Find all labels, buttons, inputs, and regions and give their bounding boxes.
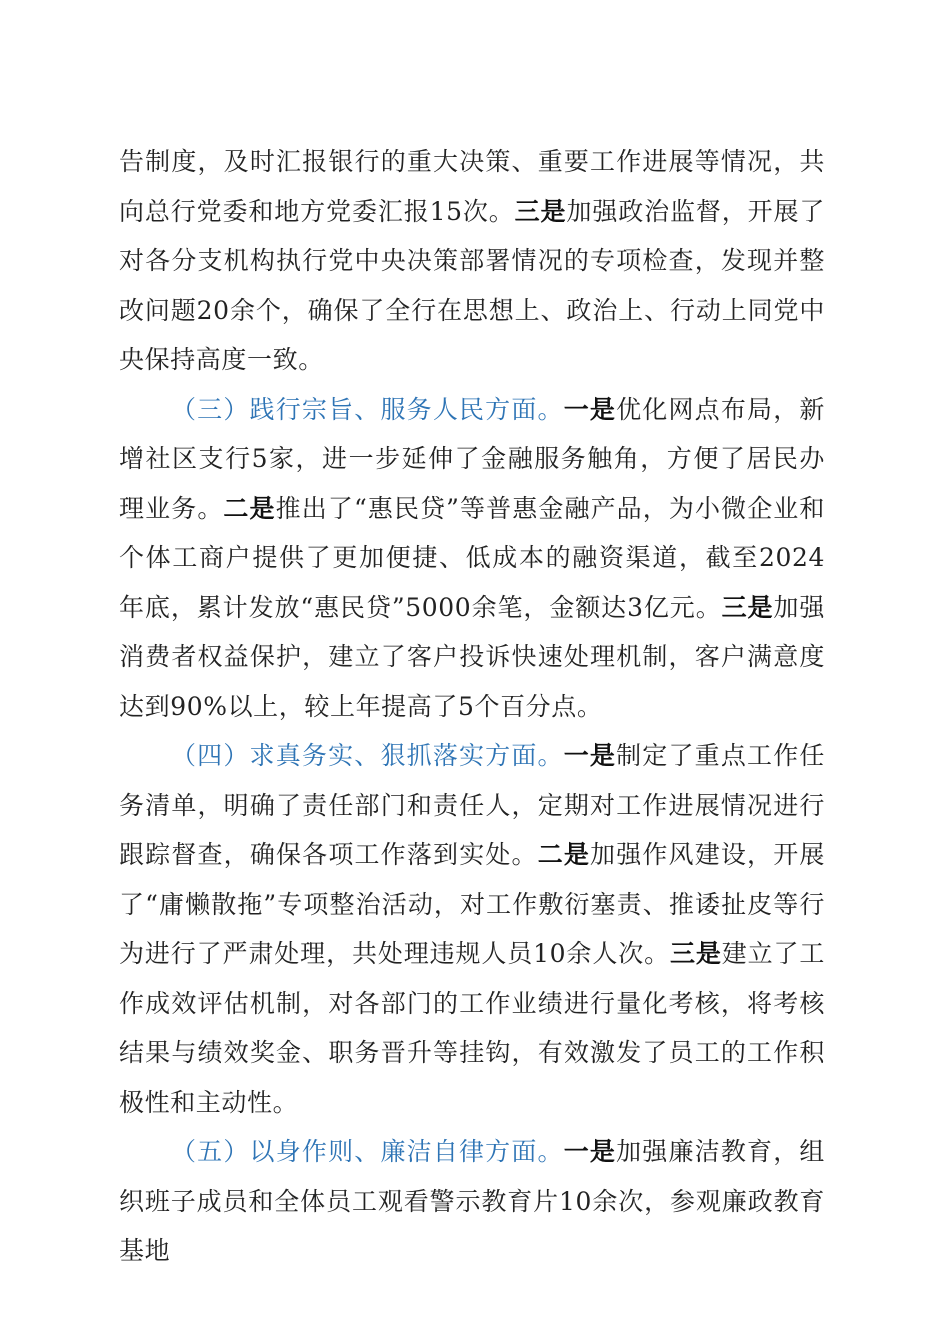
section-implementation (119, 731, 825, 1127)
lead-marker: 一是 (563, 741, 617, 770)
paragraph-text: 加强政治监督，开展了对各分支机构执行党中央决策部署情况的专项检查，发现并整改问题20余个，确保了全行在思想上、政治上、行动上同党中央保持高度一致。 (119, 196, 826, 374)
paragraph-text: 建立了工作成效评估机制，对各部门的工作业绩进行量化考核，将考核结果与绩效奖金、职务晋升等挂钩，有效激发了员工的工作积极性和主动性。 (119, 939, 826, 1117)
section-integrity (119, 1127, 825, 1276)
paragraph-continuation (119, 137, 825, 385)
lead-marker: 三是 (669, 939, 722, 968)
section-serve-people (119, 385, 825, 732)
lead-marker: 一是 (563, 1137, 617, 1166)
paragraph-text: 制定了重点工作任务清单，明确了责任部门和责任人，定期对工作进展情况进行跟踪督查，确保各项工作落到实处。 (119, 741, 825, 869)
lead-marker: 三是 (514, 196, 567, 226)
document-body (119, 137, 825, 1276)
lead-marker: 一是 (563, 394, 617, 424)
paragraph-text: 优化网点布局，新增社区支行5家，进一步延伸了金融服务触角，方便了居民办理业务。 (119, 394, 825, 523)
paragraph-text: 加强廉洁教育，组织班子成员和全体员工观看警示教育片10余次，参观廉政教育基地 (119, 1137, 825, 1265)
paragraph-text: 推出了“惠民贷”等普惠金融产品，为小微企业和个体工商户提供了更加便捷、低成本的融资渠道，截至2024年底，累计发放“惠民贷”5000余笔，金额达3亿元。 (119, 493, 826, 622)
paragraph-text: 加强作风建设，开展了“庸懒散拖”专项整治活动，对工作敷衍塞责、推诿扯皮等行为进行了严肃处理，共处理违规人员10余人次。 (119, 840, 825, 968)
lead-marker: 二是 (537, 840, 591, 869)
lead-marker: 三是 (721, 592, 774, 622)
lead-marker: 二是 (223, 493, 276, 523)
section-heading: （五）以身作则、廉洁自律方面。 (171, 1137, 564, 1166)
section-heading: （四）求真务实、狠抓落实方面。 (171, 741, 564, 770)
paragraph-text: 告制度，及时汇报银行的重大决策、重要工作进展等情况，共向总行党委和地方党委汇报15次。 (119, 147, 825, 226)
paragraph-text: 加强消费者权益保护，建立了客户投诉快速处理机制，客户满意度达到90%以上，较上年提高了5个百分点。 (119, 592, 826, 721)
section-heading: （三）践行宗旨、服务人民方面。 (171, 394, 564, 424)
